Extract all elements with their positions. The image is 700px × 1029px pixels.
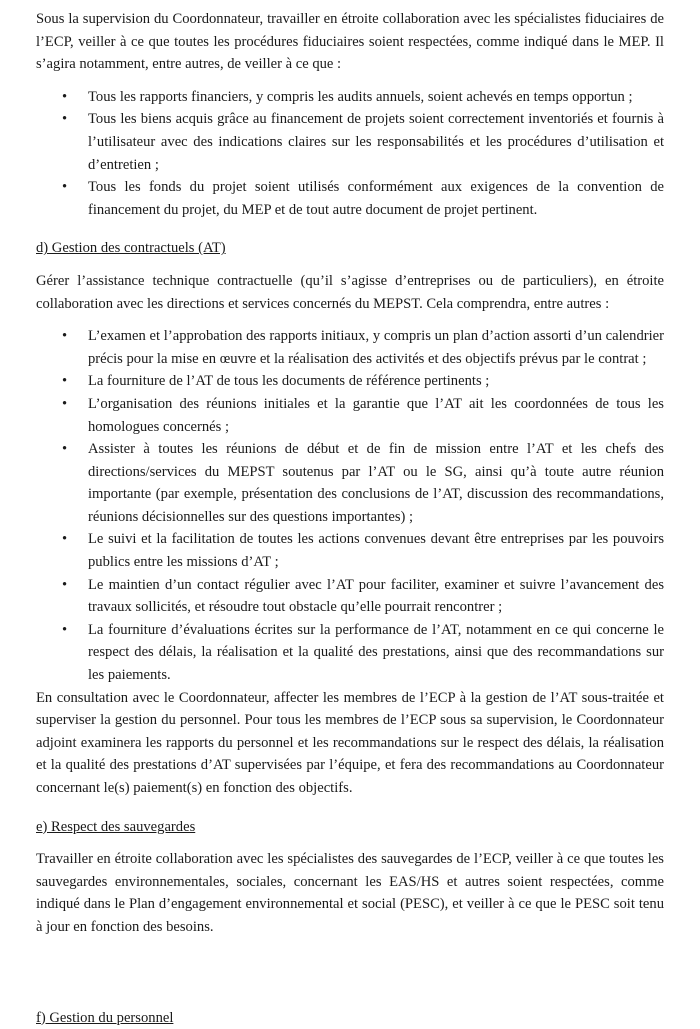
section-d-closing: En consultation avec le Coordonnateur, affecter les membres de l’ECP à la gestion de l’AT sous-traitée et superviser la gestion du personnel. Pour tous les membres de l’ECP sous sa supervision, le Coordonnateur adjoint examinera les rapports du personnel et les recommandations sur le respect des délais, la réalisation et la qualité des prestations d’AT supervisées par l’équipe, et fera des recommandations au Coordonnateur concernant le(s) paiement(s) en fonction des objectifs. — [36, 689, 664, 796]
bullet-icon: • — [62, 111, 68, 128]
bullet-icon: • — [62, 373, 68, 390]
bullet-icon: • — [62, 441, 68, 458]
section-f-heading: f) Gestion du personnel — [36, 1009, 174, 1026]
list-item: • La fourniture de l’AT de tous les documents de référence pertinents ; — [36, 370, 664, 393]
section-d-intro: Gérer l’assistance technique contractuelle (qu’il s’agisse d’entreprises ou de particuliers), en étroite collaboration avec les directions et services concernés du MEPST. Cela comprendra, entre autres : — [36, 272, 664, 312]
list-item: • Assister à toutes les réunions de début et de fin de mission entre l’AT et les chefs des directions/services du MEPST soutenus par l’AT ou le SG, ainsi qu’à toute autre réunion importante (par exemple, présentation des conclusions de l’AT, discussion des recommandations, réunions décisionnelles sur des questions importantes) ; — [36, 438, 664, 528]
section-e-heading: e) Respect des sauvegardes — [36, 818, 196, 835]
bullet-icon: • — [62, 621, 68, 638]
section-d-heading: d) Gestion des contractuels (AT) — [36, 240, 226, 257]
list-item: • Le suivi et la facilitation de toutes les actions convenues devant être entreprises par les pouvoirs publics entre les missions d’AT ; — [36, 528, 664, 573]
list-item: • Le maintien d’un contact régulier avec l’AT pour faciliter, examiner et suivre l’avancement des travaux sollicités, et résoudre tout obstacle qu’elle pourrait rencontrer ; — [36, 574, 664, 619]
list-item: • L’examen et l’approbation des rapports initiaux, y compris un plan d’action assorti d’un calendrier précis pour la mise en œuvre et la réalisation des activités et des objectifs prévus par le contrat ; — [36, 325, 664, 370]
list-item: • L’organisation des réunions initiales et la garantie que l’AT ait les coordonnées de tous les homologues concernés ; — [36, 393, 664, 438]
list-item: • Tous les rapports financiers, y compris les audits annuels, soient achevés en temps opportun ; — [36, 86, 664, 109]
bullet-icon: • — [62, 395, 68, 412]
section-c-bullet-list — [36, 86, 664, 222]
section-e-body: Travailler en étroite collaboration avec les spécialistes des sauvegardes de l’ECP, veiller à ce que toutes les sauvegardes environnementales, sociales, concernant les EAS/HS et autres soient respectées, comme indiqué dans le Plan d’engagement environnemental et social (PESC), et veiller à ce que le PESC soit tenu à jour en fonction des besoins. — [36, 851, 664, 935]
section-d-bullet-list — [36, 325, 664, 687]
bullet-icon: • — [62, 531, 68, 548]
document-page — [36, 8, 664, 1029]
list-item: • La fourniture d’évaluations écrites sur la performance de l’AT, notamment en ce qui concerne le respect des délais, la réalisation et la qualité des prestations, ainsi que des recommandations sur les paiements. — [36, 619, 664, 687]
bullet-icon: • — [62, 328, 68, 345]
bullet-icon: • — [62, 179, 68, 196]
section-c-intro: Sous la supervision du Coordonnateur, travailler en étroite collaboration avec les spécialistes fiduciaires de l’ECP, veiller à ce que toutes les procédures fiduciaires soient respectées, comme indiqué dans le MEP. Il s’agira notamment, entre autres, de veiller à ce que : — [36, 11, 664, 73]
bullet-icon: • — [62, 88, 68, 105]
list-item: • Tous les biens acquis grâce au financement de projets soient correctement inventoriés et fournis à l’utilisateur avec des indications claires sur les responsabilités et les procédures d’utilisation et d’entretien ; — [36, 108, 664, 176]
bullet-icon: • — [62, 576, 68, 593]
list-item: • Tous les fonds du projet soient utilisés conformément aux exigences de la convention de financement du projet, du MEP et de tout autre document de projet pertinent. — [36, 176, 664, 221]
